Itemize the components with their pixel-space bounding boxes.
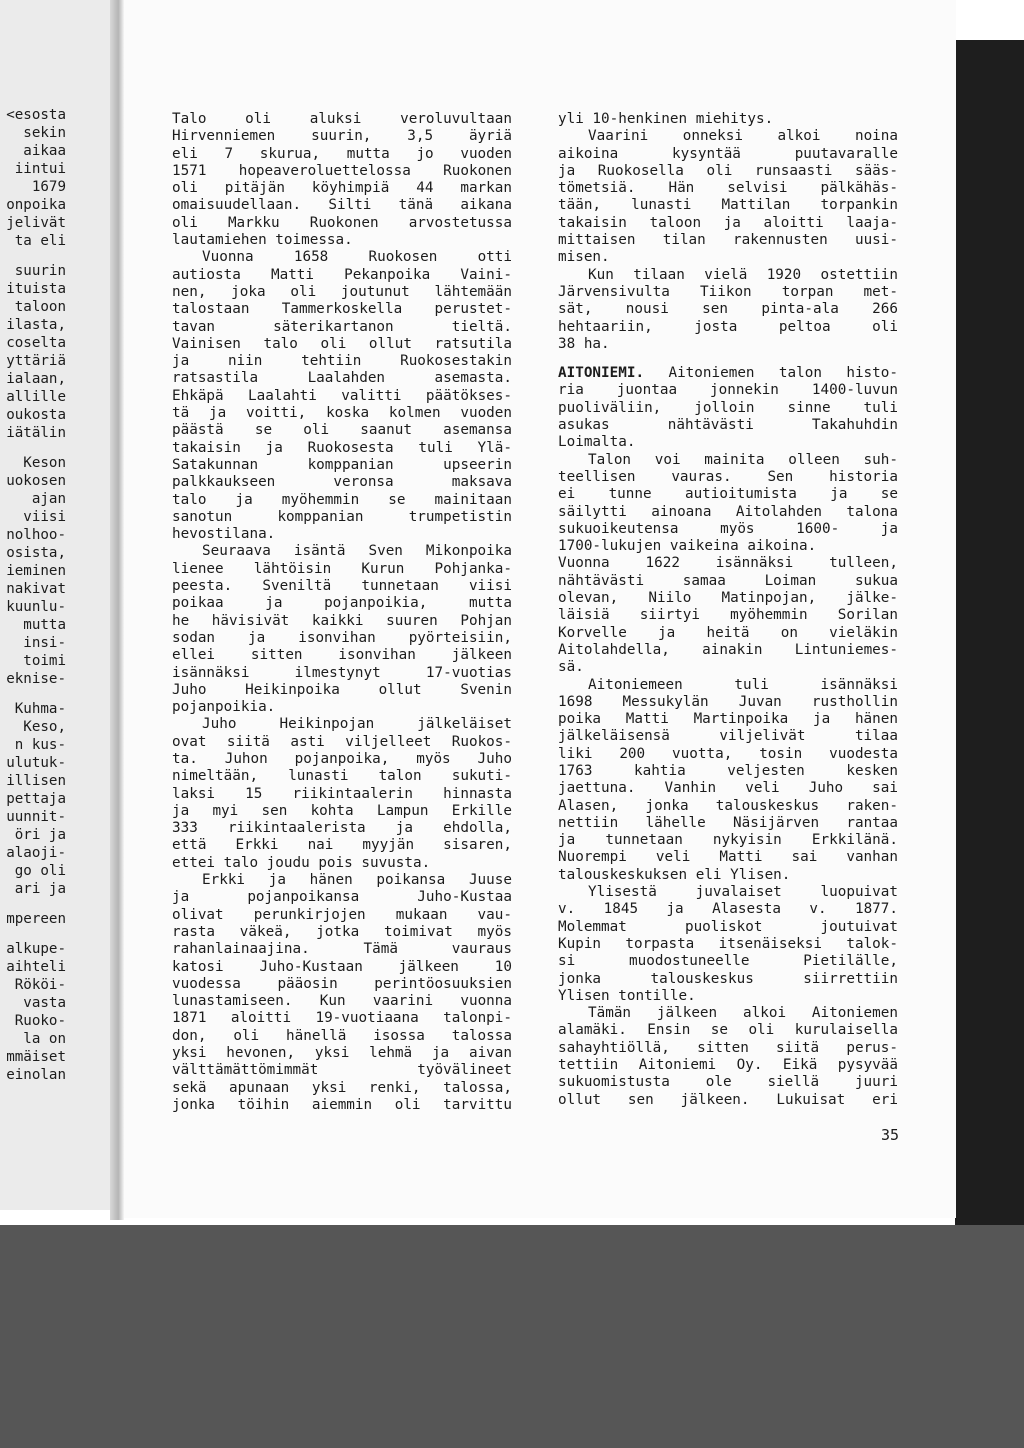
text-line: Aitoniemeen tuli isännäksi	[588, 676, 898, 693]
text-line: 1871 aloitti 19-vuotiaana talonpi-	[172, 1010, 512, 1027]
text-line: sukuoikeutensa myös 1600- ja	[558, 520, 898, 537]
text-line: talouskeskuksen eli Ylisen.	[558, 866, 791, 883]
text-line: Juho Heikinpoika ollut Svenin	[172, 681, 512, 698]
left-page-fragment: n kus-	[14, 737, 66, 753]
left-page-fragment: 1679	[31, 179, 66, 195]
text-line: lunastamiseen. Kun vaarini vuonna	[172, 993, 512, 1010]
text-line: ja niin tehtiin Ruokosestakin	[172, 353, 512, 370]
text-line: jonka töihin aiemmin oli tarvittu	[172, 1096, 512, 1113]
left-page-fragment: toimi	[23, 653, 66, 669]
left-page-fragment: osista,	[6, 545, 66, 561]
text-line: olivat perunkirjojen mukaan vau-	[172, 906, 512, 923]
text-line: ratsastila Laalahden asemasta.	[172, 370, 512, 387]
text-line: Erkki ja hänen poikansa Juuse	[202, 872, 512, 889]
left-facing-page	[0, 0, 120, 1210]
text-line: välttämättömimmät työvälineet	[172, 1062, 512, 1079]
text-line: Vaarini onneksi alkoi noina	[588, 128, 898, 145]
text-line: päästä se oli saanut asemansa	[172, 422, 512, 439]
text-line: yksi hevonen, yksi lehmä ja aivan	[172, 1045, 512, 1062]
left-page-fragment: Keson	[23, 455, 66, 471]
left-page-gap	[0, 442, 66, 454]
text-line: teellisen vauras. Sen historia	[558, 468, 898, 485]
left-page-fragment: onpoika	[6, 197, 66, 213]
text-line: palkkaukseen veronsa maksava	[172, 474, 512, 491]
text-line: ja pojanpoikansa Juho-Kustaa	[172, 889, 512, 906]
text-line: Talo oli aluksi veroluvultaan	[172, 111, 512, 127]
text-line: oli Markku Ruokonen arvostetussa	[172, 214, 512, 231]
text-line: tä ja voitti, koska kolmen vuoden	[172, 405, 512, 422]
text-line: ja tunnetaan nykyisin Erkkilänä.	[558, 832, 898, 849]
text-line: tömetsiä. Hän selvisi pälkähäs-	[558, 180, 898, 197]
text-line: laksi 15 riikintaalerin hinnasta	[172, 785, 512, 802]
left-page-fragment: pettaja	[6, 791, 66, 807]
text-line: hevostilana.	[172, 526, 276, 543]
left-page-gap	[0, 688, 66, 700]
text-line: Ylisen tontille.	[558, 987, 696, 1004]
text-line: Korvelle ja heitä on vieläkin	[558, 624, 898, 641]
left-page-gap	[0, 898, 66, 910]
left-page-fragment: ilasta,	[6, 317, 66, 333]
text-line-content: Aitoniemen talon histo-	[644, 365, 898, 382]
book-gutter-shadow	[110, 0, 124, 1220]
text-line: ovat siitä asti viljelleet Ruokos-	[172, 733, 512, 750]
left-page-fragment: ulutuk-	[6, 755, 66, 771]
left-page-fragment: sekin	[23, 125, 66, 141]
text-line: takaisin ja Ruokosesta tuli Ylä-	[172, 439, 512, 456]
text-line: nen, joka oli joutunut lähtemään	[172, 283, 512, 300]
text-line: Vuonna 1622 isännäksi tulleen,	[558, 555, 898, 572]
left-page-fragment: allille	[6, 389, 66, 405]
left-page-fragment: alaoji-	[6, 845, 66, 861]
left-page-fragment: illisen	[6, 773, 66, 789]
left-page-fragment: la on	[23, 1031, 66, 1047]
text-line: Ehkäpä Laalahti valitti päätökses-	[172, 387, 512, 404]
text-line: Järvensivulta Tiikon torpan met-	[558, 283, 898, 300]
text-line: Kupin torpasta itsenäiseksi talok-	[558, 935, 898, 952]
left-page-fragment: Rököi-	[14, 977, 66, 993]
text-line: misen.	[558, 249, 610, 266]
left-page-fragment: aihteli	[6, 959, 66, 975]
left-page-fragment: ajan	[31, 491, 66, 507]
section-heading: AITONIEMI.	[558, 365, 645, 382]
left-page-fragment: aikaa	[23, 143, 66, 159]
text-line: 1571 hopeaveroluettelossa Ruokonen	[172, 162, 512, 179]
text-line: 1763 kahtia veljesten kesken	[558, 762, 898, 779]
left-page-fragment: iätälin	[6, 425, 66, 441]
text-line: rahanlainaajina. Tämä vauraus	[172, 941, 512, 958]
left-page-fragment: go oli	[14, 863, 66, 879]
left-page-fragment: mpereen	[6, 911, 66, 927]
text-line: olevan, Niilo Matinpojan, jälke-	[558, 590, 898, 607]
text-column-2	[558, 111, 898, 1109]
left-page-fragment: ituista	[6, 281, 66, 297]
left-page-fragment: ari ja	[14, 881, 66, 897]
text-line: liki 200 vuotta, tosin vuodesta	[558, 745, 898, 762]
text-line: tettiin Aitoniemi Oy. Eikä pysyvää	[558, 1057, 898, 1074]
text-line: takaisin taloon ja aloitti laaja-	[558, 214, 898, 231]
left-page-fragment: kuunlu-	[6, 599, 66, 615]
left-page-text-fragments	[0, 106, 66, 1084]
left-page-fragment: uokosen	[6, 473, 66, 489]
text-line: talo ja myöhemmin se mainitaan	[172, 491, 512, 508]
text-line: sät, nousi sen pinta-ala 266	[558, 301, 898, 318]
left-page-fragment: ialaan,	[6, 371, 66, 387]
text-line: 1698 Messukylän Juvan rusthollin	[558, 693, 898, 710]
left-page-fragment: coselta	[6, 335, 66, 351]
left-page-fragment: suurin	[14, 263, 66, 279]
text-line: Talon voi mainita olleen suh-	[588, 451, 898, 468]
text-line: Tämän jälkeen alkoi Aitoniemen	[588, 1005, 898, 1022]
left-page-gap	[0, 250, 66, 262]
text-line: lienee lähtöisin Kurun Pohjanka-	[172, 560, 512, 577]
text-line: omaisuudellaan. Silti tänä aikana	[172, 197, 512, 214]
left-page-fragment: ieminen	[6, 563, 66, 579]
text-line: talostaan Tammerkoskella perustet-	[172, 301, 512, 318]
left-page-fragment: oukosta	[6, 407, 66, 423]
text-line: hehtaariin, josta peltoa oli	[558, 318, 898, 335]
text-line: ollut sen jälkeen. Lukuisat eri	[558, 1091, 898, 1108]
left-page-fragment: <esosta	[6, 107, 66, 123]
text-line: ei tunne autioitumista ja se	[558, 486, 898, 503]
left-page-fragment: mutta	[23, 617, 66, 633]
text-line: autiosta Matti Pekanpoika Vaini-	[172, 266, 512, 283]
text-line: Nuorempi veli Matti sai vanhan	[558, 849, 898, 866]
left-page-fragment: iintui	[14, 161, 66, 177]
text-line: nettiin lähelle Näsijärven rantaa	[558, 814, 898, 831]
text-line: Satakunnan komppanian upseerin	[172, 456, 512, 473]
text-line: puoliväliin, jolloin sinne tuli	[558, 399, 898, 416]
text-line: Juho Heikinpojan jälkeläiset	[202, 716, 512, 733]
text-line: ja myi sen kohta Lampun Erkille	[172, 802, 512, 819]
text-line: sahayhtiöllä, sitten siitä perus-	[558, 1039, 898, 1056]
text-line: 1700-lukujen vaikeina aikoina.	[558, 538, 817, 555]
text-line: tavan säterikartanon tieltä.	[172, 318, 512, 335]
text-line: poikaa ja pojanpoikia, mutta	[172, 595, 512, 612]
left-page-fragment: einolan	[6, 1067, 66, 1083]
left-page-fragment: vasta	[23, 995, 66, 1011]
text-line: että Erkki nai myyjän sisaren,	[172, 837, 512, 854]
left-page-fragment: eknise-	[6, 671, 66, 687]
text-line: jonka talouskeskus siirrettiin	[558, 970, 898, 987]
text-line: jaettuna. Vanhin veli Juho sai	[558, 780, 898, 797]
text-line: yli 10-henkinen miehitys.	[558, 111, 774, 127]
scan-background-right	[955, 0, 1024, 1225]
text-column-1	[172, 111, 512, 1114]
text-line: v. 1845 ja Alasesta v. 1877.	[558, 901, 898, 918]
text-line: don, oli hänellä isossa talossa	[172, 1027, 512, 1044]
scan-background-bottom	[0, 1225, 1024, 1448]
left-page-fragment: mmäiset	[6, 1049, 66, 1065]
text-line	[558, 365, 898, 382]
text-line: ja Ruokosella oli runsaasti sääs-	[558, 162, 898, 179]
text-line: eli 7 skurua, mutta jo vuoden	[172, 145, 512, 162]
text-line: 333 riikintaalerista ja ehdolla,	[172, 820, 512, 837]
text-line: 38 ha.	[558, 335, 610, 352]
text-line: asukas nähtävästi Takahuhdin	[558, 417, 898, 434]
text-line: Loimalta.	[558, 434, 636, 451]
left-page-fragment: nolhoo-	[6, 527, 66, 543]
left-page-fragment: nakivat	[6, 581, 66, 597]
text-line: Aitolahdella, ainakin Lintuniemes-	[558, 641, 898, 658]
text-line: Vuonna 1658 Ruokosen otti	[202, 249, 512, 266]
text-line: ta. Juhon pojanpoika, myös Juho	[172, 750, 512, 767]
page-number: 35	[881, 1126, 900, 1144]
text-line: peesta. Sveniltä tunnetaan viisi	[172, 578, 512, 595]
left-page-gap	[0, 928, 66, 940]
text-line: lautamiehen toimessa.	[172, 232, 353, 249]
text-line: he hävisivät kaikki suuren Pohjan	[172, 612, 512, 629]
left-page-fragment: Keso,	[23, 719, 66, 735]
left-page-fragment: uunnit-	[6, 809, 66, 825]
text-line: Molemmat puoliskot joutuivat	[558, 918, 898, 935]
text-line: Hirvenniemen suurin, 3,5 äyriä	[172, 128, 512, 145]
scan-background-corner	[948, 0, 1024, 40]
text-line: jälkeläisensä viljelivät tilaa	[558, 728, 898, 745]
text-line: nimeltään, lunasti talon sukuti-	[172, 768, 512, 785]
text-line: oli pitäjän köyhimpiä 44 markan	[172, 180, 512, 197]
paragraph-gap	[558, 353, 898, 365]
left-page-fragment: ta eli	[14, 233, 66, 249]
text-line: alamäki. Ensin se oli kurulaisella	[558, 1022, 898, 1039]
left-page-fragment: öri ja	[14, 827, 66, 843]
text-line: säilytti ainoana Aitolahden talona	[558, 503, 898, 520]
text-line: poika Matti Martinpoika ja hänen	[558, 711, 898, 728]
text-line: aikoina kysyntää puutavaralle	[558, 145, 898, 162]
text-line: ellei sitten isonvihan jälkeen	[172, 647, 512, 664]
text-line: Alasen, jonka talouskeskus raken-	[558, 797, 898, 814]
text-line: Vainisen talo oli ollut ratsutila	[172, 335, 512, 352]
left-page-fragment: taloon	[14, 299, 66, 315]
text-line: katosi Juho-Kustaan jälkeen 10	[172, 958, 512, 975]
text-line: ettei talo joudu pois suvusta.	[172, 854, 431, 871]
text-line: tään, lunasti Mattilan torpankin	[558, 197, 898, 214]
text-line: Ylisestä juvalaiset luopuivat	[588, 884, 898, 901]
text-line: sä.	[558, 659, 584, 676]
text-line: si muodostuneelle Pietilälle,	[558, 953, 898, 970]
text-line: sanotun komppanian trumpetistin	[172, 508, 512, 525]
text-line: rasta väkeä, jotka toimivat myös	[172, 923, 512, 940]
text-line: pojanpoikia.	[172, 699, 276, 716]
text-line: läisiä siirtyi myöhemmin Sorilan	[558, 607, 898, 624]
text-line: sekä apunaan yksi renki, talossa,	[172, 1079, 512, 1096]
text-line: Seuraava isäntä Sven Mikonpoika	[202, 543, 512, 560]
text-line: sukuomistusta ole siellä juuri	[558, 1074, 898, 1091]
left-page-fragment: alkupe-	[6, 941, 66, 957]
left-page-fragment: jelivät	[6, 215, 66, 231]
left-page-fragment: Kuhma-	[14, 701, 66, 717]
text-line: Kun tilaan vielä 1920 ostettiin	[588, 266, 898, 283]
left-page-fragment: insi-	[23, 635, 66, 651]
text-line: isännäksi ilmestynyt 17-vuotias	[172, 664, 512, 681]
text-line: vuodessa pääosin perintöosuuksien	[172, 975, 512, 992]
left-page-fragment: yttäriä	[6, 353, 66, 369]
text-line: nähtävästi samaa Loiman sukua	[558, 572, 898, 589]
text-line: ria juontaa jonnekin 1400-luvun	[558, 382, 898, 399]
text-line: sodan ja isonvihan pyörteisiin,	[172, 629, 512, 646]
left-page-fragment: Ruoko-	[14, 1013, 66, 1029]
left-page-fragment: viisi	[23, 509, 66, 525]
text-line: mittaisen tilan rakennusten uusi-	[558, 232, 898, 249]
